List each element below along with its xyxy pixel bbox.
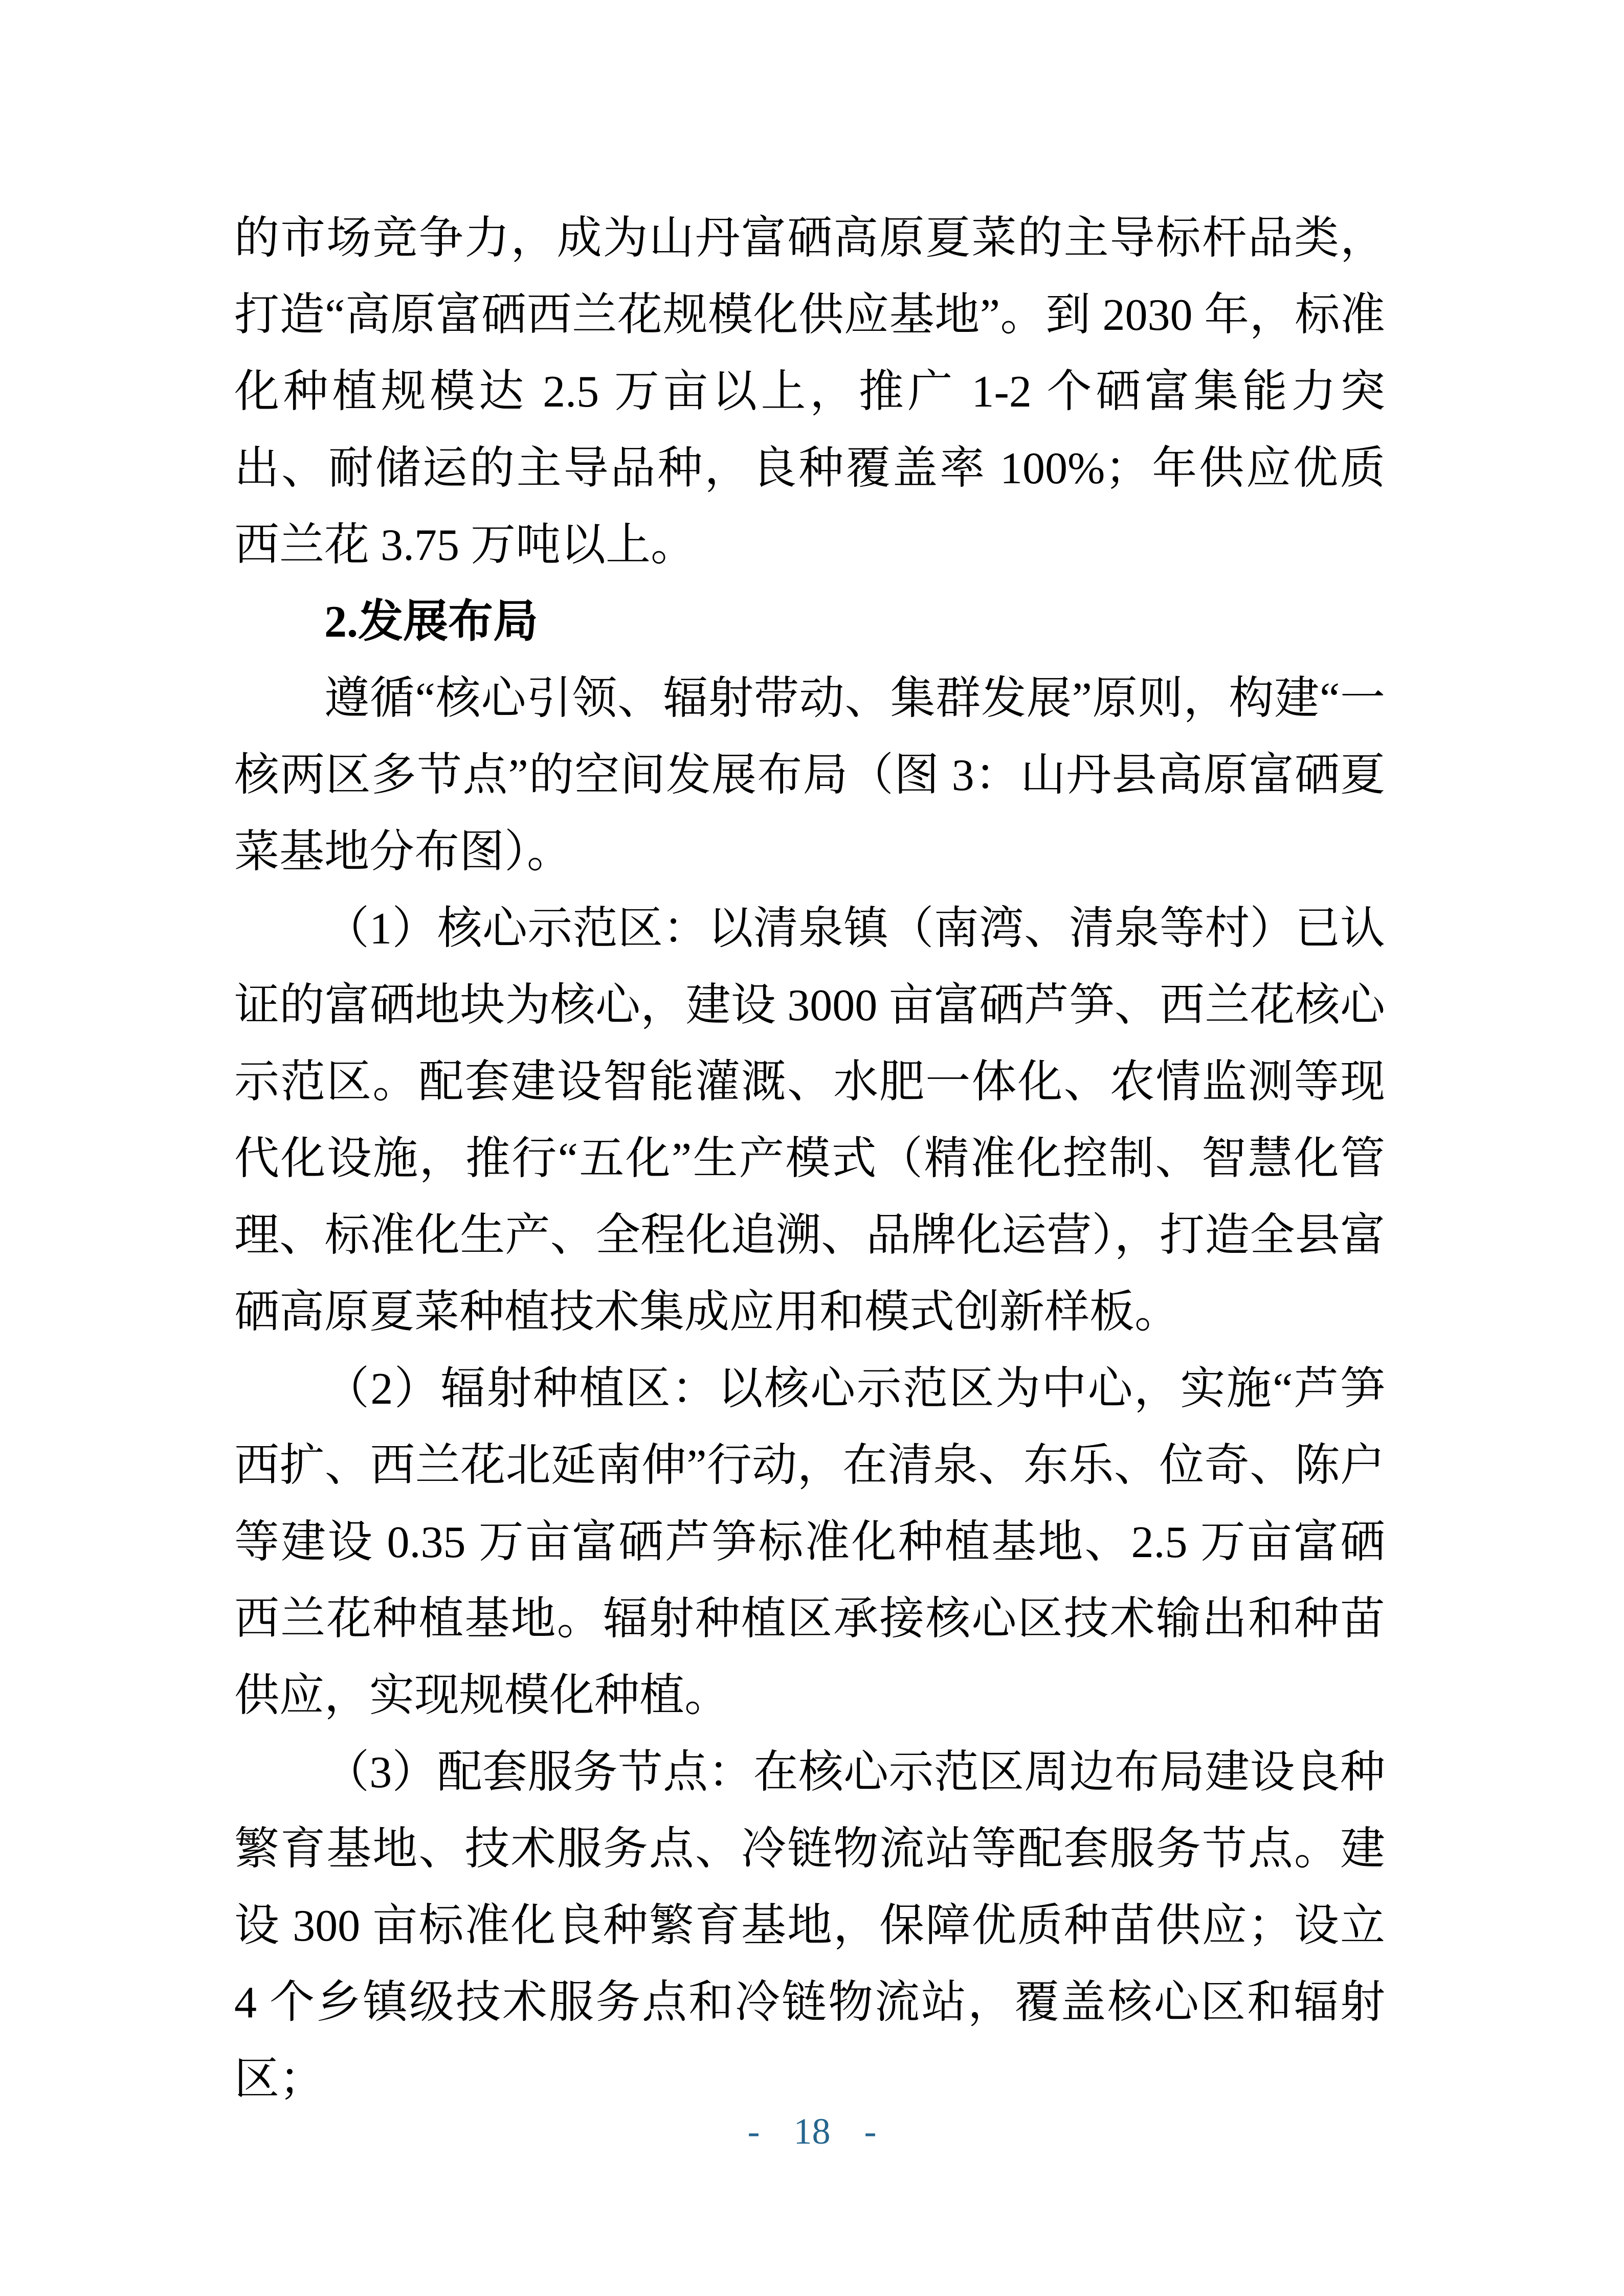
paragraph-layout-principle: 遵循“核心引领、辐射带动、集群发展”原则，构建“一核两区多节点”的空间发展布局（图 3：山丹县高原富硒夏菜基地分布图）。 <box>234 674 1385 877</box>
page-number: - 18 - <box>747 2111 877 2152</box>
page-footer <box>0 2111 1624 2152</box>
document-text-block <box>234 200 1385 2118</box>
paragraph-service-nodes: （3）配套服务节点：在核心示范区周边布局建设良种繁育基地、技术服务点、冷链物流站等配套服务节点。建设 300 亩标准化良种繁育基地，保障优质种苗供应；设立 4 个乡镇级技术服务点和冷链物流站，覆盖核心区和辐射区； <box>234 1748 1385 2104</box>
paragraph-goal-continuation: 的市场竞争力，成为山丹富硒高原夏菜的主导标杆品类，打造“高原富硒西兰花规模化供应基地”。到 2030 年，标准化种植规模达 2.5 万亩以上，推广 1-2 个硒富集能力突出、耐储运的主导品种，良种覆盖率 100%；年供应优质西兰花 3.75 万吨以上。 <box>234 214 1385 570</box>
heading-development-layout: 2.发展布局 <box>324 597 539 647</box>
paragraph-radiation-zone: （2）辐射种植区：以核心示范区为中心，实施“芦笋西扩、西兰花北延南伸”行动，在清泉、东乐、位奇、陈户等建设 0.35 万亩富硒芦笋标准化种植基地、2.5 万亩富硒西兰花种植基地。辐射种植区承接核心区技术输出和种苗供应，实现规模化种植。 <box>234 1364 1385 1721</box>
paragraph-core-demo-zone: （1）核心示范区：以清泉镇（南湾、清泉等村）已认证的富硒地块为核心，建设 3000 亩富硒芦笋、西兰花核心示范区。配套建设智能灌溉、水肥一体化、农情监测等现代化设施，推行“五化”生产模式（精准化控制、智慧化管理、标准化生产、全程化追溯、品牌化运营），打造全县富硒高原夏菜种植技术集成应用和模式创新样板。 <box>234 904 1385 1337</box>
